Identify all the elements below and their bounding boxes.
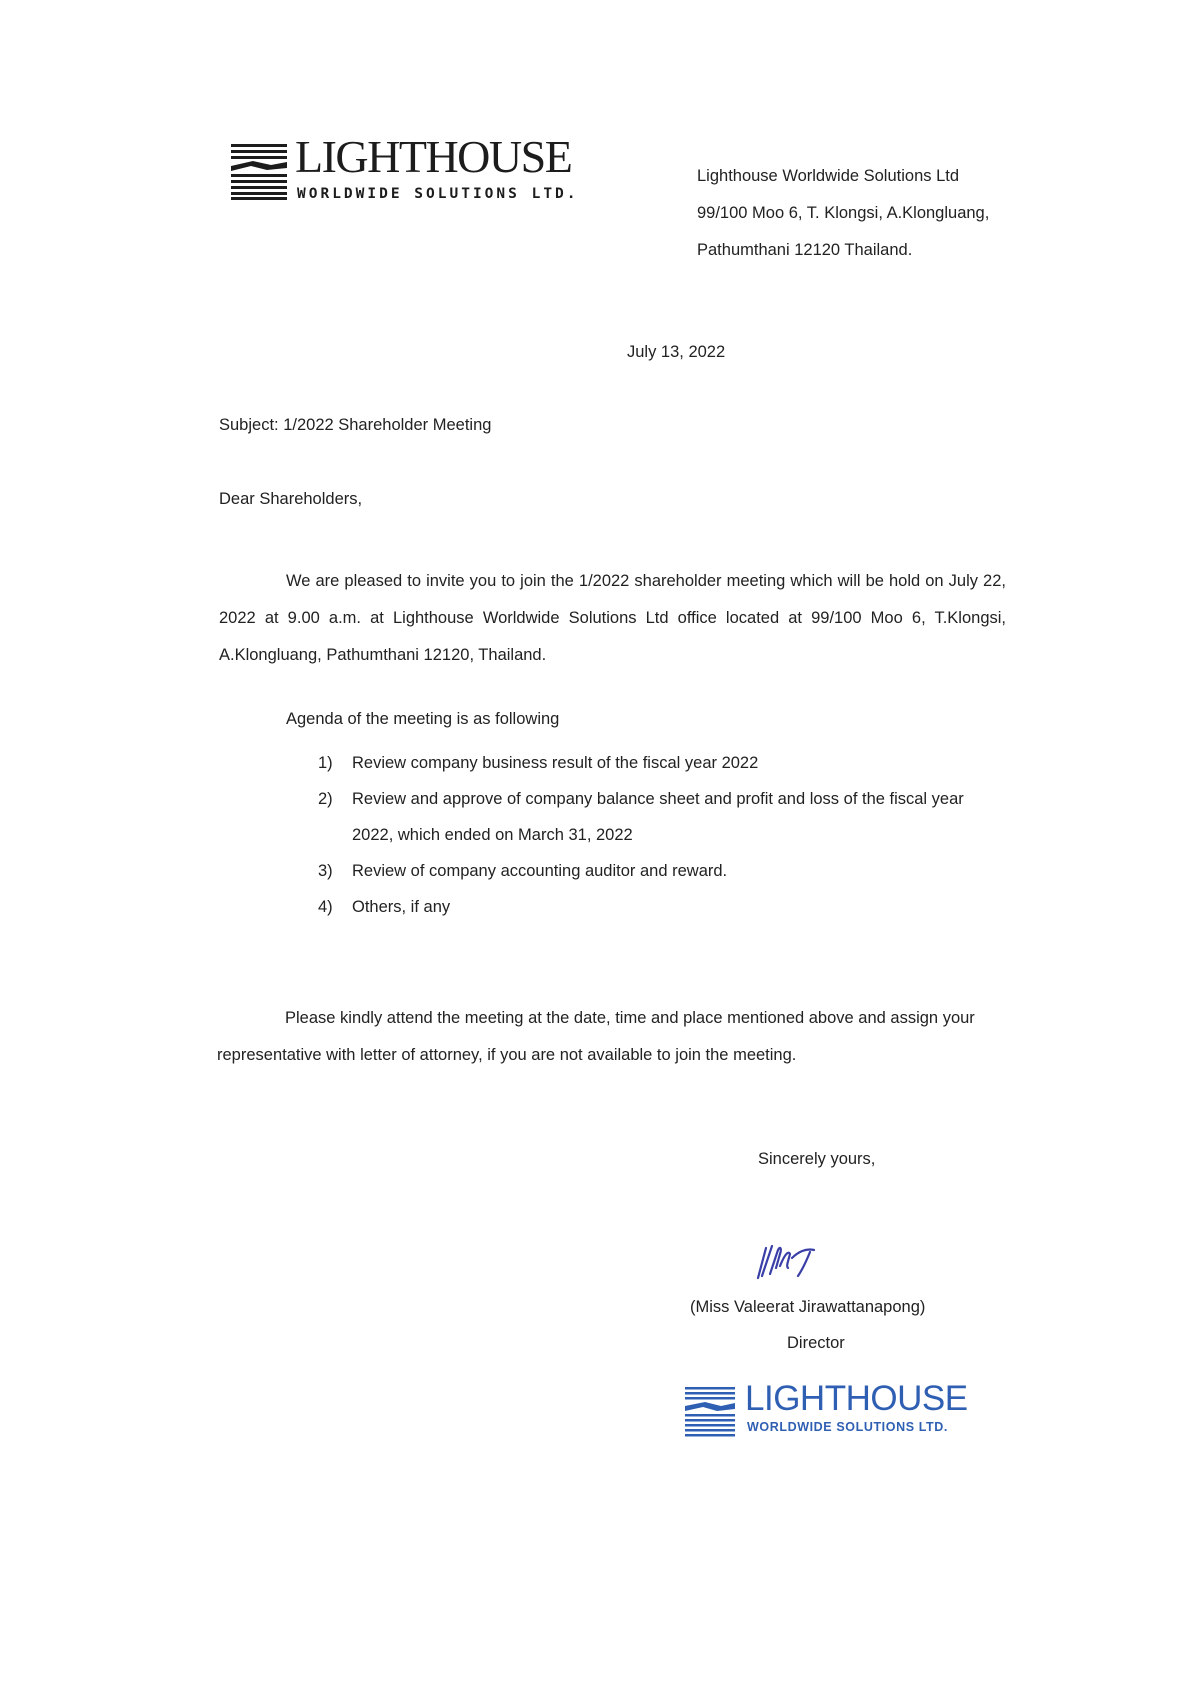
agenda-item-number: 1): [318, 754, 333, 772]
invitation-paragraph: We are pleased to invite you to join the 1/2022 shareholder meeting which will be hold on July 22, 2022 at 9.00 a.m. at Lighthouse Worldwide Solutions Ltd office located at 99/100 Moo 6, T.Klongsi, A.Klongluang, Pathumthani 12120, Thailand.: [219, 572, 1006, 664]
signature-icon: [752, 1238, 822, 1284]
agenda-item-number: 4): [318, 898, 333, 916]
company-address: [697, 158, 989, 269]
agenda-item-text: Review of company accounting auditor and reward.: [352, 862, 728, 880]
agenda-item: [318, 889, 1008, 925]
salutation: Dear Shareholders,: [219, 490, 363, 508]
stamp-wordmark: LIGHTHOUSE: [745, 1379, 968, 1418]
address-line: 99/100 Moo 6, T. Klongsi, A.Klongluang,: [697, 204, 990, 222]
agenda-item: [318, 781, 1008, 853]
signer-name: (Miss Valeerat Jirawattanapong): [690, 1298, 926, 1316]
company-logo: [231, 131, 579, 210]
signer-title: Director: [787, 1334, 845, 1352]
letter-date: July 13, 2022: [627, 343, 726, 361]
agenda-intro: Agenda of the meeting is as following: [286, 710, 560, 728]
lighthouse-stamp-icon: [685, 1387, 735, 1439]
lighthouse-logo-icon: [231, 144, 287, 200]
agenda-item: [318, 853, 1008, 889]
agenda-list: [318, 745, 1008, 925]
attendance-paragraph: Please kindly attend the meeting at the date, time and place mentioned above and assign your representative with letter of attorney, if you are not available to join the meeting.: [217, 1009, 975, 1064]
letter-subject: Subject: 1/2022 Shareholder Meeting: [219, 416, 492, 434]
closing: Sincerely yours,: [758, 1150, 876, 1168]
agenda-item: [318, 745, 1008, 781]
stamp-subtitle: WORLDWIDE SOLUTIONS LTD.: [747, 1420, 948, 1434]
logo-subtitle: WORLDWIDE SOLUTIONS LTD.: [297, 186, 579, 202]
agenda-item-text: Others, if any: [352, 898, 451, 916]
address-line: Pathumthani 12120 Thailand.: [697, 241, 913, 259]
agenda-item-text: Review company business result of the fiscal year 2022: [352, 754, 759, 772]
logo-wordmark: LIGHTHOUSE: [295, 131, 572, 182]
company-stamp: [685, 1379, 968, 1445]
agenda-item-number: 3): [318, 862, 333, 880]
agenda-item-text: Review and approve of company balance sheet and profit and loss of the fiscal year 2022, which ended on March 31, 2022: [352, 790, 964, 844]
agenda-item-number: 2): [318, 790, 333, 808]
address-line: Lighthouse Worldwide Solutions Ltd: [697, 167, 960, 185]
